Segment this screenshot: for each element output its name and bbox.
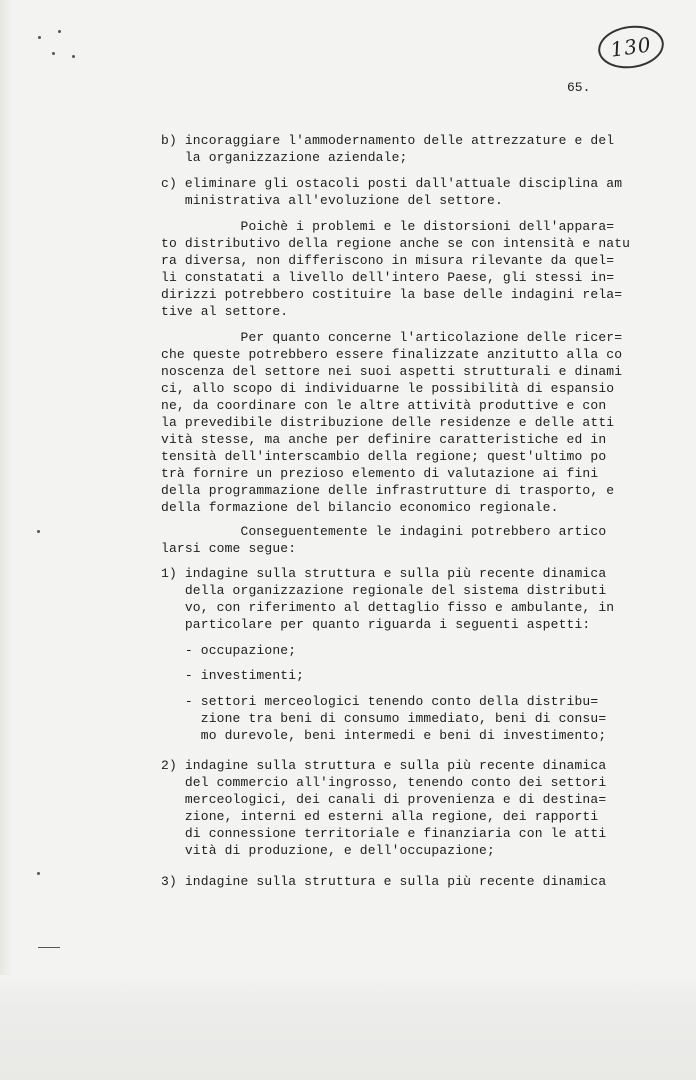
scan-speck [52, 52, 55, 55]
body-line: 2) indagine sulla struttura e sulla più recente dinamica [161, 758, 607, 773]
body-line: - settori merceologici tenendo conto della distribu= [161, 694, 599, 709]
body-line: tensità dell'interscambio della regione; quest'ultimo po [161, 449, 607, 464]
body-line: larsi come segue: [161, 541, 297, 556]
archive-number-stamp: 130 [595, 22, 666, 73]
body-line: Poichè i problemi e le distorsioni dell'appara= [161, 219, 615, 234]
body-line: Conseguentemente le indagini potrebbero artico [161, 524, 607, 539]
scan-speck [37, 530, 40, 533]
body-line: Per quanto concerne l'articolazione delle ricer= [161, 330, 623, 345]
body-line: della programmazione delle infrastrutture di trasporto, e [161, 483, 615, 498]
body-line: merceologici, dei canali di provenienza e di destina= [161, 792, 607, 807]
body-line: c) eliminare gli ostacoli posti dall'attuale disciplina am [161, 176, 623, 191]
body-line: - occupazione; [161, 643, 297, 658]
body-line: di connessione territoriale e finanziaria con le atti [161, 826, 607, 841]
body-line: vità di produzione, e dell'occupazione; [161, 843, 495, 858]
body-line: - investimenti; [161, 668, 305, 683]
body-line: particolare per quanto riguarda i seguenti aspetti: [161, 617, 591, 632]
body-line: mo durevole, beni intermedi e beni di investimento; [161, 728, 607, 743]
scan-speck [38, 36, 41, 39]
body-line: dirizzi potrebbero costituire la base delle indagini rela= [161, 287, 623, 302]
scan-speck [37, 872, 40, 875]
scan-bottom-shadow [0, 975, 696, 1080]
body-line: to distributivo della regione anche se con intensità e natu [161, 236, 631, 251]
body-line: la organizzazione aziendale; [161, 150, 408, 165]
body-line: b) incoraggiare l'ammodernamento delle attrezzature e del [161, 133, 615, 148]
body-line: vità stesse, ma anche per definire caratteristiche ed in [161, 432, 607, 447]
body-line: noscenza del settore nei suoi aspetti strutturali e dinami [161, 364, 623, 379]
scan-speck [72, 55, 75, 58]
page-number: 65. [567, 80, 591, 95]
body-line: del commercio all'ingrosso, tenendo conto dei settori [161, 775, 607, 790]
body-line: 1) indagine sulla struttura e sulla più recente dinamica [161, 566, 607, 581]
body-line: ci, allo scopo di individuarne le possibilità di espansio [161, 381, 615, 396]
body-line: zione, interni ed esterni alla regione, dei rapporti [161, 809, 599, 824]
paper-edge [0, 0, 12, 1080]
body-line: della organizzazione regionale del sistema distributi [161, 583, 607, 598]
scan-speck [58, 30, 61, 33]
body-line: che queste potrebbero essere finalizzate anzitutto alla co [161, 347, 623, 362]
body-line: ministrativa all'evoluzione del settore. [161, 193, 503, 208]
body-line: vo, con riferimento al dettaglio fisso e ambulante, in [161, 600, 615, 615]
body-line: ne, da coordinare con le altre attività produttive e con [161, 398, 607, 413]
body-line: trà fornire un prezioso elemento di valutazione ai fini [161, 466, 599, 481]
body-line: della formazione del bilancio economico regionale. [161, 500, 559, 515]
body-line: li constatati a livello dell'intero Paese, gli stessi in= [161, 270, 615, 285]
body-line: 3) indagine sulla struttura e sulla più recente dinamica [161, 874, 607, 889]
body-line: zione tra beni di consumo immediato, beni di consu= [161, 711, 607, 726]
body-line: ra diversa, non differiscono in misura rilevante da quel= [161, 253, 615, 268]
body-line: la prevedibile distribuzione delle residenze e delle atti [161, 415, 615, 430]
margin-mark [38, 947, 60, 948]
body-line: tive al settore. [161, 304, 289, 319]
